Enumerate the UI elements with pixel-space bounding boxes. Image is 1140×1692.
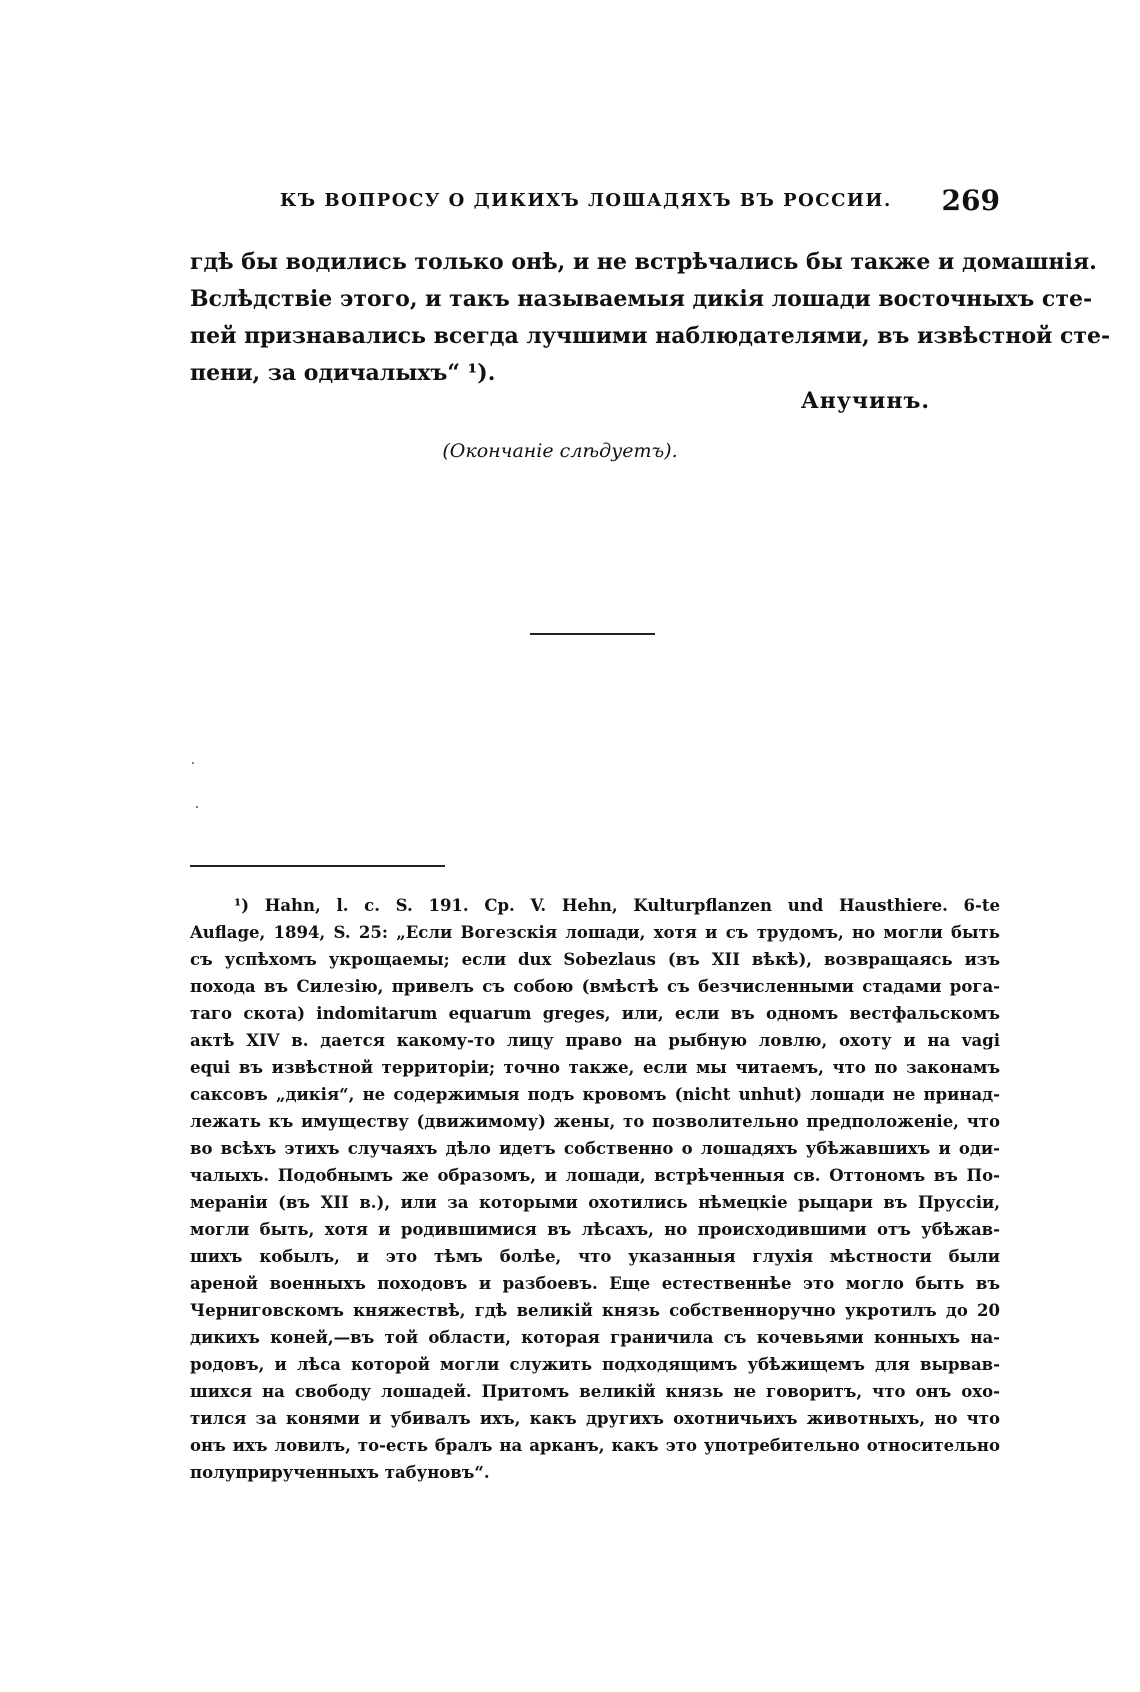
footnote-line: лежать къ имуществу (движимому) жены, то позволительно предположеніе, что	[190, 1112, 1000, 1131]
footnote-line: ареной военныхъ походовъ и разбоевъ. Еще естественнѣе это могло быть въ	[190, 1274, 1000, 1293]
body-line: гдѣ бы водились только онѣ, и не встрѣчались бы также и домашнія.	[190, 249, 1097, 275]
running-title: КЪ ВОПРОСУ О ДИКИХЪ ЛОШАДЯХЪ ВЪ РОССИИ.	[280, 190, 892, 211]
footnote-line: equi въ извѣстной территоріи; точно также, если мы читаемъ, что по законамъ	[190, 1058, 1000, 1077]
footnote-line: Auflage, 1894, S. 25: „Если Вогезскія лошади, хотя и съ трудомъ, но могли быть	[190, 923, 1000, 942]
footnote-line: полуприрученныхъ табуновъ“.	[190, 1463, 490, 1482]
print-speck	[196, 806, 198, 808]
body-line: Вслѣдствіе этого, и такъ называемыя дикія лошади восточныхъ сте-	[190, 286, 1093, 312]
section-divider	[530, 633, 655, 635]
footnote-line: актѣ XIV в. дается какому-то лицу право на рыбную ловлю, охоту и на vagi	[190, 1031, 1000, 1050]
footnote-line: похода въ Силезію, привелъ съ собою (вмѣстѣ съ безчисленными стадами рога-	[190, 977, 1000, 996]
footnote-line: во всѣхъ этихъ случаяхъ дѣло идетъ собственно о лошадяхъ убѣжавшихъ и оди-	[190, 1139, 1000, 1158]
print-speck	[192, 762, 194, 764]
footnote-line: тился за конями и убивалъ ихъ, какъ другихъ охотничьихъ животныхъ, но что	[190, 1409, 1000, 1428]
footnote-divider	[190, 865, 445, 867]
footnote-line: ¹) Hahn, l. c. S. 191. Cp. V. Hehn, Kulturpflanzen und Hausthiere. 6-te	[234, 896, 1000, 915]
footnote-line: мераніи (въ XII в.), или за которыми охотились нѣмецкіе рыцари въ Пруссіи,	[190, 1193, 1000, 1212]
footnote-line: онъ ихъ ловилъ, то-есть бралъ на арканъ, какъ это употребительно относительно	[190, 1436, 1000, 1455]
footnote-line: шихся на свободу лошадей. Притомъ великій князь не говоритъ, что онъ охо-	[190, 1382, 1000, 1401]
body-line: пей признавались всегда лучшими наблюдателями, въ извѣстной сте-	[190, 323, 1111, 349]
footnote-line: саксовъ „дикія“, не содержимыя подъ кровомъ (nicht unhut) лошади не принад-	[190, 1085, 1000, 1104]
footnote	[190, 892, 1000, 1486]
footnote-line: дикихъ коней,—въ той области, которая граничила съ кочевьями конныхъ на-	[190, 1328, 1000, 1347]
footnote-line: съ успѣхомъ укрощаемы; если dux Sobezlaus (въ XII вѣкѣ), возвращаясь изъ	[190, 950, 1000, 969]
footnote-line: таго скота) indomitarum equarum greges, или, если въ одномъ вестфальскомъ	[190, 1004, 1000, 1023]
footnote-line: шихъ кобылъ, и это тѣмъ болѣе, что указанныя глухія мѣстности были	[190, 1247, 1000, 1266]
continuation-note: (Окончаніе слѣдуетъ).	[442, 440, 678, 462]
footnote-line: чалыхъ. Подобнымъ же образомъ, и лошади, встрѣченныя св. Оттономъ въ По-	[190, 1166, 1000, 1185]
footnote-line: родовъ, и лѣса которой могли служить подходящимъ убѣжищемъ для вырвав-	[190, 1355, 1000, 1374]
footnote-line: Черниговскомъ княжествѣ, гдѣ великій князь собственноручно укротилъ до 20	[190, 1301, 1000, 1320]
body-line: пени, за одичалыхъ“ ¹).	[190, 360, 496, 386]
body-paragraph	[190, 244, 1111, 392]
footnote-line: могли быть, хотя и родившимися въ лѣсахъ, но происходившими отъ убѣжав-	[190, 1220, 1000, 1239]
author-signature: Анучинъ.	[800, 388, 930, 414]
page-number: 269	[941, 184, 1000, 217]
